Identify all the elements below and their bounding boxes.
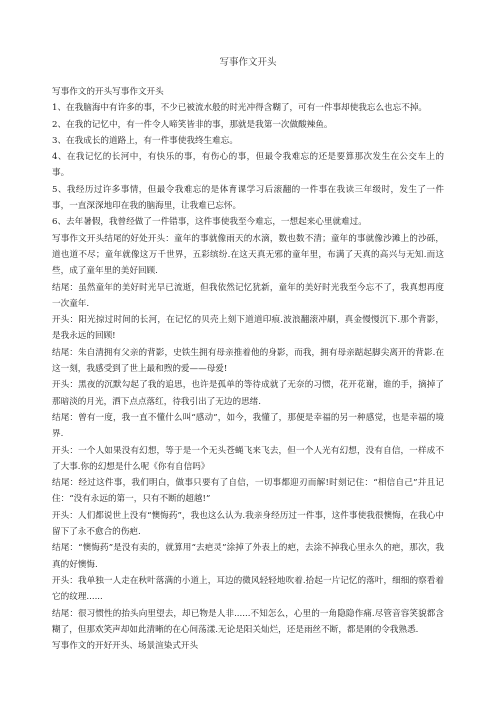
paragraph: 开头：阳光掠过时间的长河，在记忆的贝壳上刻下道道印痕.波浪翻滚冲刷，真金慢慢沉下.那个背影，是我永远的回顾! xyxy=(52,315,444,342)
paragraph: 5、我经历过许多事情，但最令我难忘的是体育课学习后滚翻的一件事在我读三年级时，发生了一件事，一直深深地印在我的脑海里，让我难已忘怀。 xyxy=(52,184,444,212)
document-title: 写事作文开头 xyxy=(219,57,277,68)
paragraph: 写事作文的开好开头、场景渲染式开头 xyxy=(52,641,199,652)
document-body xyxy=(52,84,444,654)
paragraph: 3、在我成长的道路上，有一件事使我终生难忘。 xyxy=(52,135,238,146)
paragraph: 开头：一个人如果没有幻想，等于是一个无头苍蝇飞来飞去，但一个人光有幻想，没有自信，一样成不了大事.你的幻想是什么呢《你有自信吗》 xyxy=(52,445,444,472)
paragraph: 6、去年暑假，我曾经做了一件错事，这件事使我至今难忘，一想起来心里就难过。 xyxy=(52,217,367,228)
paragraph: 写事作文开头结尾的好处开头：童年的事就像雨天的水滴，数也数不清；童年的事就像沙滩上的沙砾，道也道不尽；童年就像这万千世界，五彩缤纷.在这天真无邪的童年里，布满了天真的高兴与无知.而这些，成了童年里的美好回顾. xyxy=(52,233,444,277)
paragraph: 结尾：曾有一度，我一直不懂什么叫“感动”，如今，我懂了，那便是幸福的另一种感觉，也是幸福的境界. xyxy=(52,412,444,440)
paragraph: 2、在我的记忆中，有一件令人啼笑皆非的事，那就是我第一次做酸辣鱼。 xyxy=(52,119,333,130)
paragraph: 结尾：朱自清拥有父亲的背影，史铁生拥有母亲推着他的身影，而我，拥有母亲踮起脚尖离开的背影.在这一刻，我感受到了世上最和煦的爱——母爱! xyxy=(52,347,444,375)
paragraph: 1、在我脑海中有许多的事，不少已被流水般的时光冲得含糊了，可有一件事却使我忘么也忘不掉。 xyxy=(52,103,428,114)
paragraph: 4、在我记忆的长河中，有快乐的事，有伤心的事，但最令我难忘的还是要算那次发生在公交车上的事。 xyxy=(52,152,444,179)
paragraph: 写事作文的开头写事作文开头 xyxy=(52,87,164,97)
paragraph: 开头：我单独一人走在秋叶落满的小道上，耳边的微风轻轻地吹着.拾起一片记忆的落叶，细细的察看着它的纹理...... xyxy=(52,575,444,603)
paragraph: 结尾：很习惯性的抬头向里望去，却已物是人非......不知怎么，心里的一角隐隐作痛.尽管音容笑貌都含糊了，但那欢笑声却如此清晰的在心间荡漾.无论是阳关灿烂，还是雨丝不断，都是刚的令我熟悉. xyxy=(52,608,444,635)
paragraph: 开头：人们都说世上没有“懊悔药”，我也这么认为.我亲身经历过一件事，这件事使我很懊悔，在我心中留下了永不愈合的伤疤. xyxy=(52,510,444,538)
paragraph: 结尾：“懊悔药”是没有卖的，就算用“去疤灵”涂掉了外表上的疤，去涂不掉我心里永久的疤，那次，我真的好懊悔. xyxy=(52,543,444,570)
paragraph: 开头：黑夜的沉默勾起了我的追思，也许是孤单的等待成就了无奈的习惯，花开花谢，谁的手，摘掉了那暗淡的月光，洒下点点落红，待我引出了无边的思绪. xyxy=(52,380,444,407)
paragraph: 结尾：经过这件事，我们明白，做事只要有了自信，一切事都迎刃而解!时刻记住：“相信自己”并且记住：“没有永远的第一，只有不断的超越!” xyxy=(52,478,444,505)
paragraph: 结尾：虽然童年的美好时光早已流逝，但我依然记忆犹新，童年的美好时光我至今忘不了，我真想再度一次童年. xyxy=(52,282,444,309)
